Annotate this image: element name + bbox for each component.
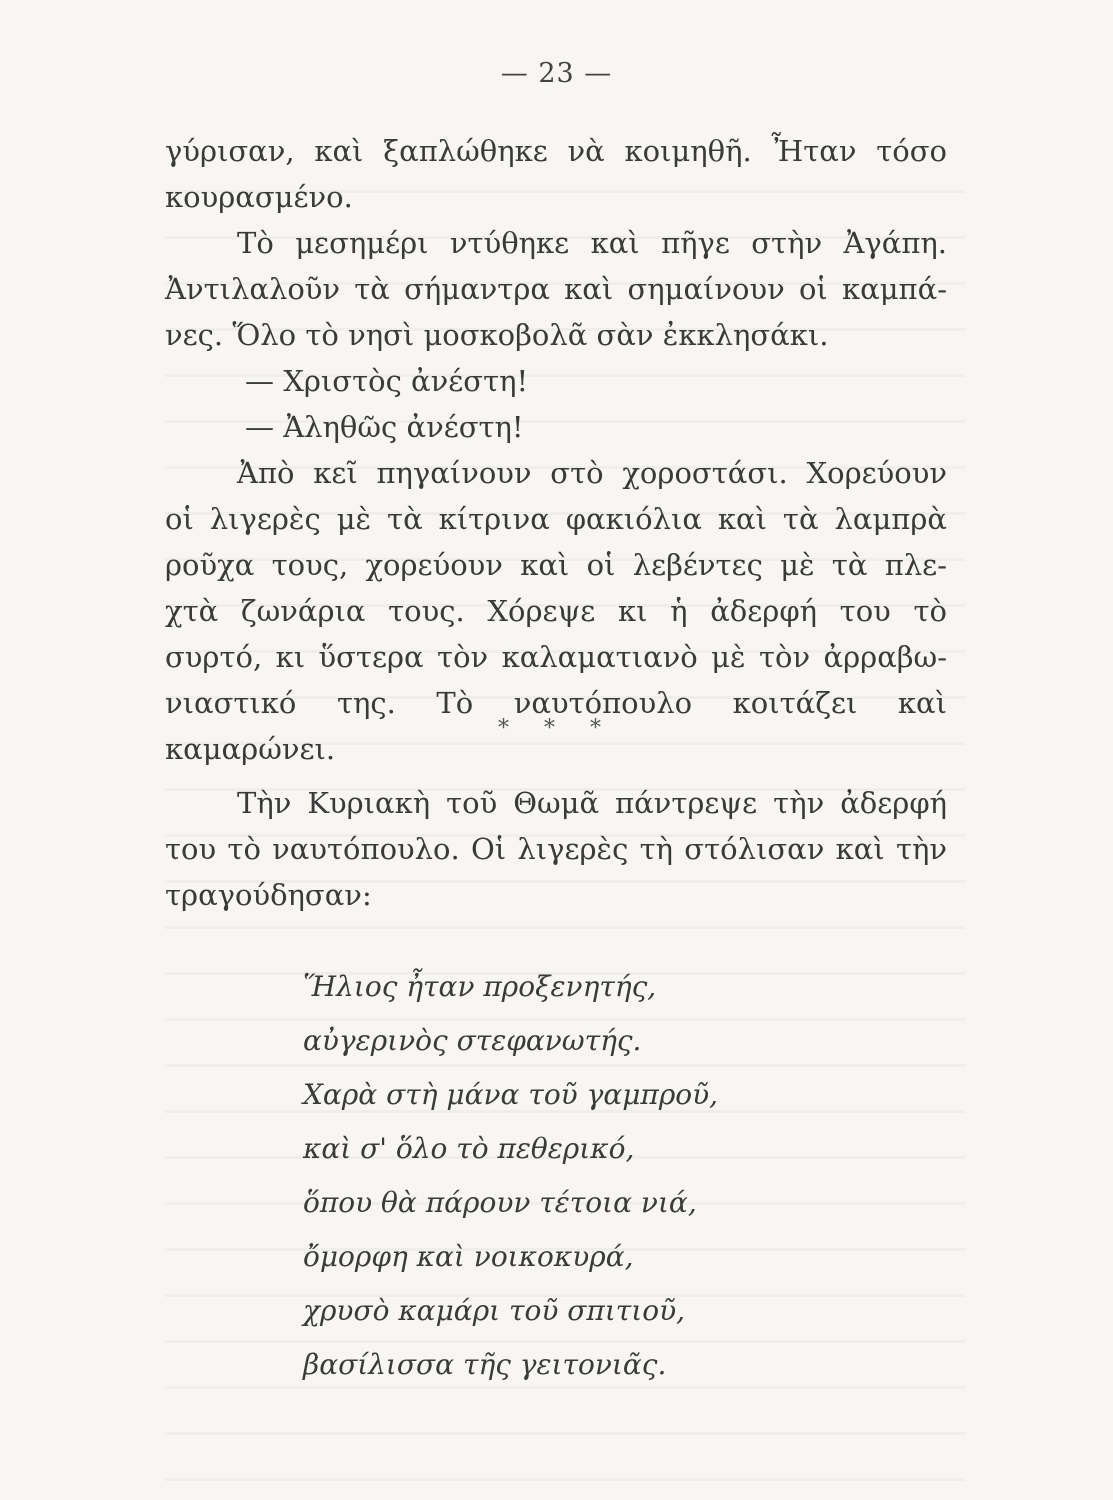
poem-line: καὶ σ' ὅλο τὸ πεθερικό, [303, 1132, 635, 1165]
poem-line: Χαρὰ στὴ μάνα τοῦ γαμπροῦ, [303, 1078, 719, 1111]
dialog-line: — Ἀληθῶς ἀνέστη! [245, 410, 524, 444]
text-line: Τὴν Κυριακὴ τοῦ Θωμᾶ πάντρεψε τὴν ἀδερφή [237, 786, 947, 820]
section-separator: * * * [498, 716, 615, 741]
paragraph-block-2 [165, 780, 947, 918]
dialog-line: — Χριστὸς ἀνέστη! [245, 364, 529, 398]
text-line: οἱ λιγερὲς μὲ τὰ κίτρινα φακιόλια καὶ τὰ λαμπρὰ [165, 502, 947, 536]
text-line: γύρισαν, καὶ ξαπλώθηκε νὰ κοιμηθῆ. Ἦταν τόσο [165, 134, 947, 168]
text-line: χτὰ ζωνάρια τους. Χόρεψε κι ἡ ἀδερφή του τὸ [165, 594, 947, 628]
text-line: του τὸ ναυτόπουλο. Οἱ λιγερὲς τὴ στόλισαν καὶ τὴν [165, 832, 947, 866]
paragraph-block-1 [165, 128, 947, 766]
wedding-song-poem [303, 960, 943, 1392]
text-line: Ἀπὸ κεῖ πηγαίνουν στὸ χοροστάσι. Χορεύουν [237, 456, 947, 490]
text-line: κουρασμένο. [165, 180, 353, 214]
page-number: — 23 — [500, 58, 613, 89]
text-line: ροῦχα τους, χορεύουν καὶ οἱ λεβέντες μὲ τὰ πλε- [165, 548, 947, 582]
poem-line: αὐγερινὸς στεφανωτής. [303, 1024, 642, 1057]
text-line: τραγούδησαν: [165, 878, 372, 912]
text-line: Ἀντιλαλοῦν τὰ σήμαντρα καὶ σημαίνουν οἱ καμπά- [165, 272, 947, 306]
text-line: νιαστικό της. Τὸ ναυτόπουλο κοιτάζει καὶ καμαρώνει. [165, 686, 947, 766]
poem-line: ὅπου θὰ πάρουν τέτοια νιά, [303, 1186, 697, 1219]
poem-line: Ἥλιος ἦταν προξενητής, [303, 970, 657, 1003]
text-line: νες. Ὅλο τὸ νησὶ μοσκοβολᾶ σὰν ἐκκλησάκι. [165, 318, 829, 352]
text-line: συρτό, κι ὕστερα τὸν καλαματιανὸ μὲ τὸν ἀρραβω- [165, 640, 947, 674]
poem-line: ὄμορφη καὶ νοικοκυρά, [303, 1240, 634, 1273]
poem-line: βασίλισσα τῆς γειτονιᾶς. [303, 1348, 667, 1381]
text-line: Τὸ μεσημέρι ντύθηκε καὶ πῆγε στὴν Ἀγάπη. [237, 226, 947, 260]
poem-line: χρυσὸ καμάρι τοῦ σπιτιοῦ, [303, 1294, 686, 1327]
